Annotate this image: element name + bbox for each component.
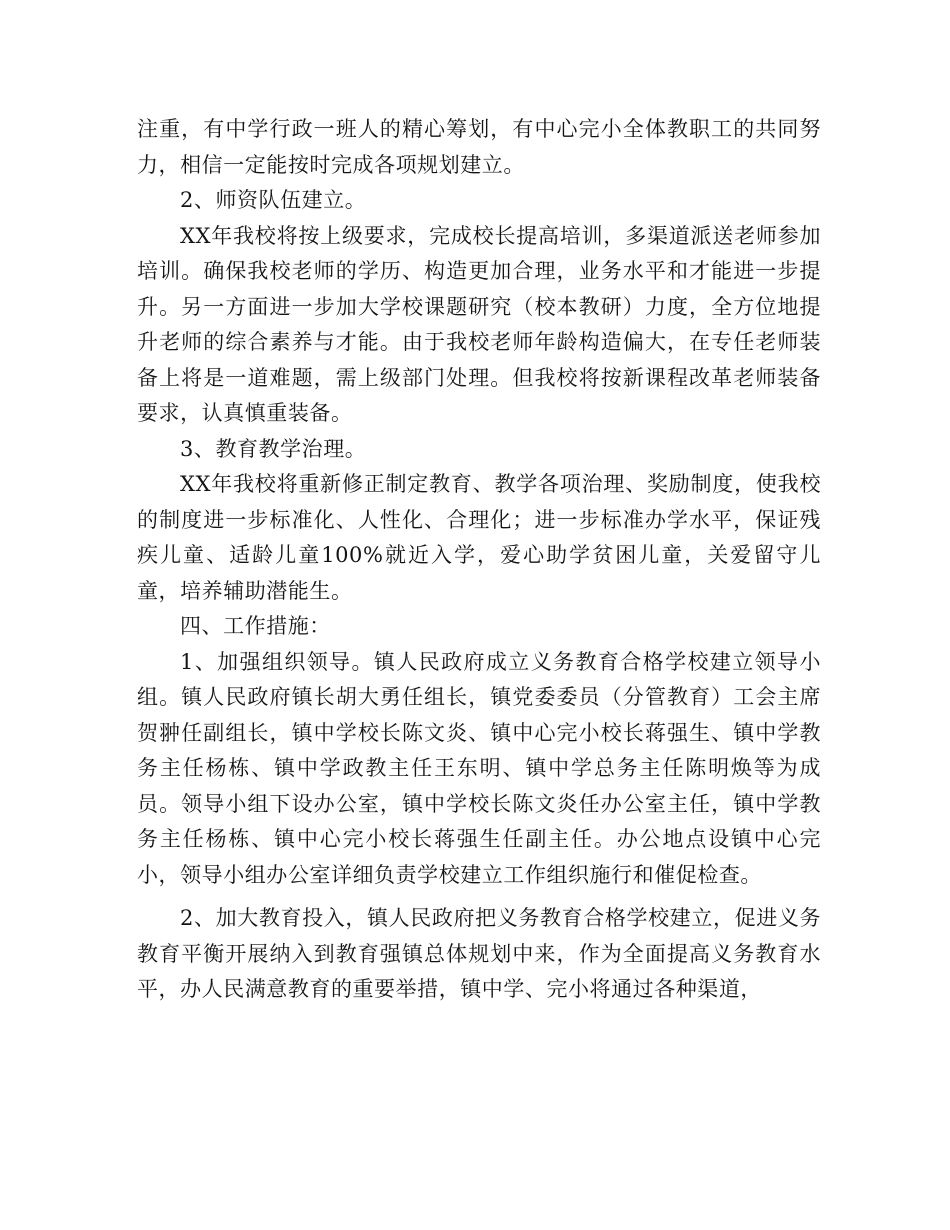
paragraph-2-heading: 2、师资队伍建立。 xyxy=(180,188,367,212)
paragraph-5: XX年我校将重新修正制定教育、教学各项治理、奖励制度，使我校的制度进一步标准化、人性化、合理化；进一步标准办学水平，保证残疾儿童、适龄儿童100%就近入学，爱心助学贫困儿童，关爱留守儿童，培养辅助潜能生。 xyxy=(137,472,821,603)
paragraph-1: 注重，有中学行政一班人的精心筹划，有中心完小全体教职工的共同努力，相信一定能按时完成各项规划建立。 xyxy=(137,117,821,177)
paragraph-7: 1、加强组织领导。镇人民政府成立义务教育合格学校建立领导小组。镇人民政府镇长胡大勇任组长，镇党委委员（分管教育）工会主席贺翀任副组长，镇中学校长陈文炎、镇中心完小校长蒋强生、镇中学教务主任杨栋、镇中学政教主任王东明、镇中学总务主任陈明焕等为成员。领导小组下设办公室，镇中学校长陈文炎任办公室主任，镇中学教务主任杨栋、镇中心完小校长蒋强生任副主任。办公地点设镇中心完小，领导小组办公室详细负责学校建立工作组织施行和催促检查。 xyxy=(137,649,821,887)
paragraph-6-heading: 四、工作措施： xyxy=(180,614,331,638)
paragraph-8: 2、加大教育投入，镇人民政府把义务教育合格学校建立，促进义务教育平衡开展纳入到教育强镇总体规划中来，作为全面提高义务教育水平，办人民满意教育的重要举措，镇中学、完小将通过各种渠道， xyxy=(137,906,821,1001)
paragraph-3: XX年我校将按上级要求，完成校长提高培训，多渠道派送老师参加培训。确保我校老师的学历、构造更加合理，业务水平和才能进一步提升。另一方面进一步加大学校课题研究（校本教研）力度，全方位地提升老师的综合素养与才能。由于我校老师年龄构造偏大，在专任老师装备上将是一道难题，需上级部门处理。但我校将按新课程改革老师装备要求，认真慎重装备。 xyxy=(137,223,821,425)
paragraph-4-heading: 3、教育教学治理。 xyxy=(180,436,367,461)
document-body xyxy=(137,112,821,1008)
